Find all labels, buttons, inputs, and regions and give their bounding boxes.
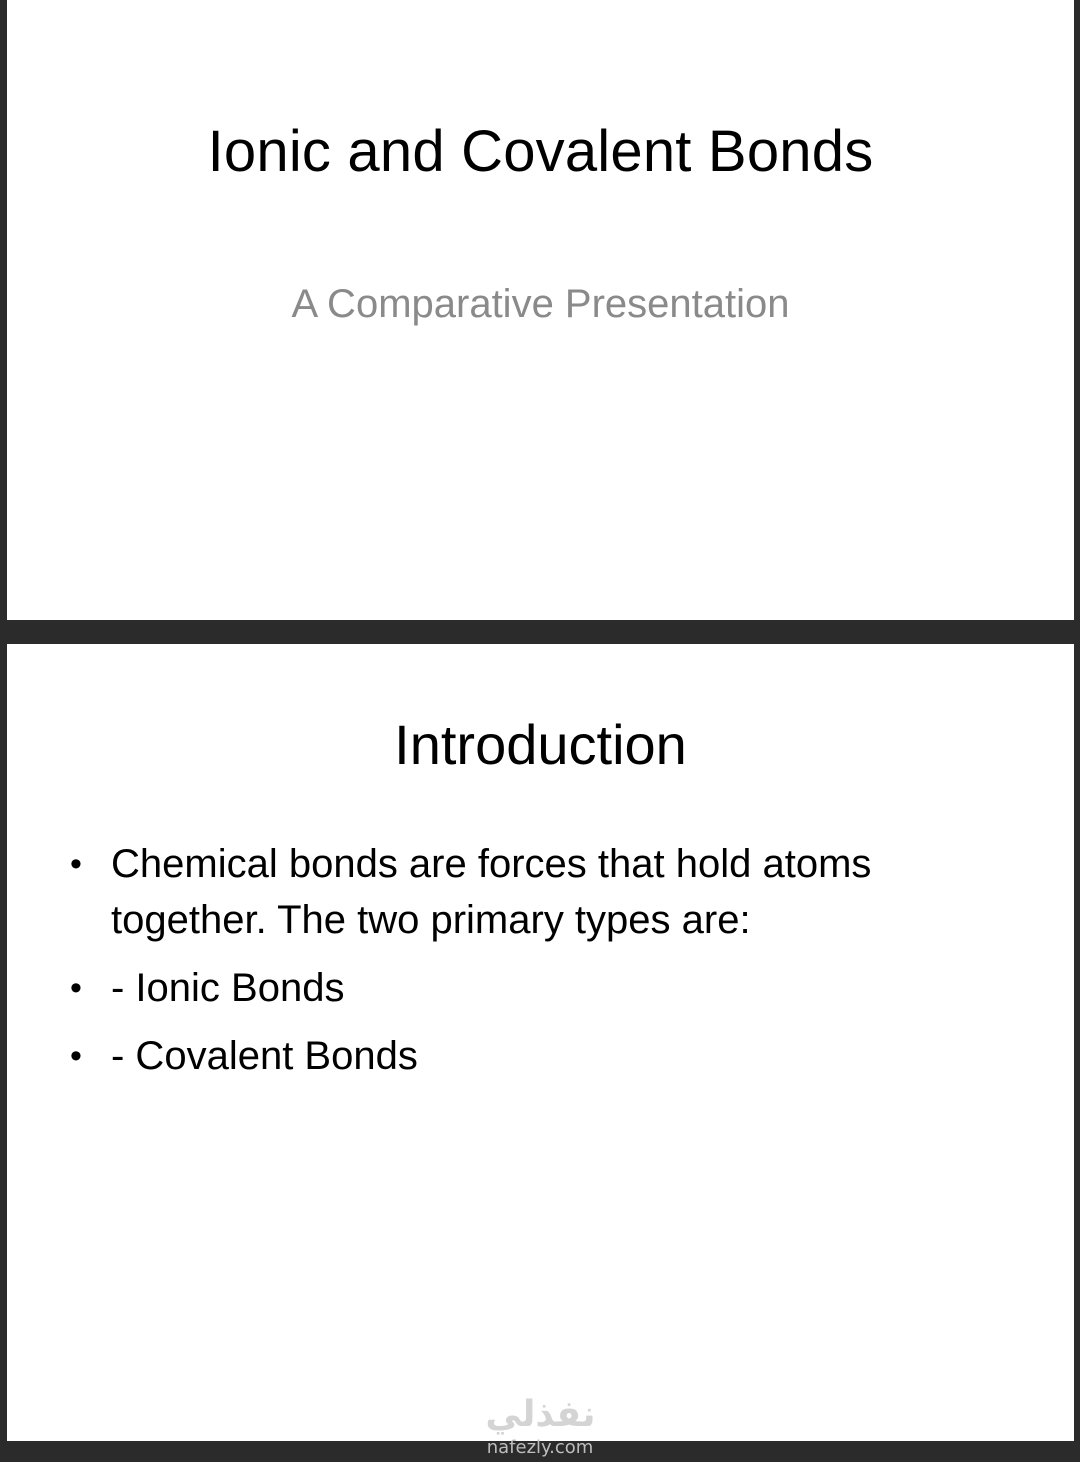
bullet-text: - Ionic Bonds: [111, 966, 345, 1010]
bullet-text: - Covalent Bonds: [111, 1034, 418, 1078]
bullet-icon: •: [70, 969, 82, 1007]
bullet-text: Chemical bonds are forces that hold atoms together. The two primary types are:: [111, 842, 872, 942]
bullet-list: [67, 836, 967, 1096]
bullet-item: [67, 1028, 967, 1084]
bullet-item: [67, 836, 967, 948]
bullet-item: [67, 960, 967, 1016]
slide-title: Ionic and Covalent Bonds: [207, 119, 874, 184]
bullet-icon: •: [70, 1037, 82, 1075]
slide-title: Introduction: [394, 713, 687, 776]
slide-1[interactable]: [7, 0, 1074, 620]
watermark-url: nafezly.com: [486, 1437, 594, 1458]
slide-subtitle: A Comparative Presentation: [291, 282, 790, 326]
bullet-icon: •: [70, 845, 82, 883]
watermark-arabic-text: نفذلي: [485, 1394, 596, 1435]
slide-2[interactable]: [7, 644, 1074, 1441]
watermark-logo: [7, 1396, 1074, 1434]
